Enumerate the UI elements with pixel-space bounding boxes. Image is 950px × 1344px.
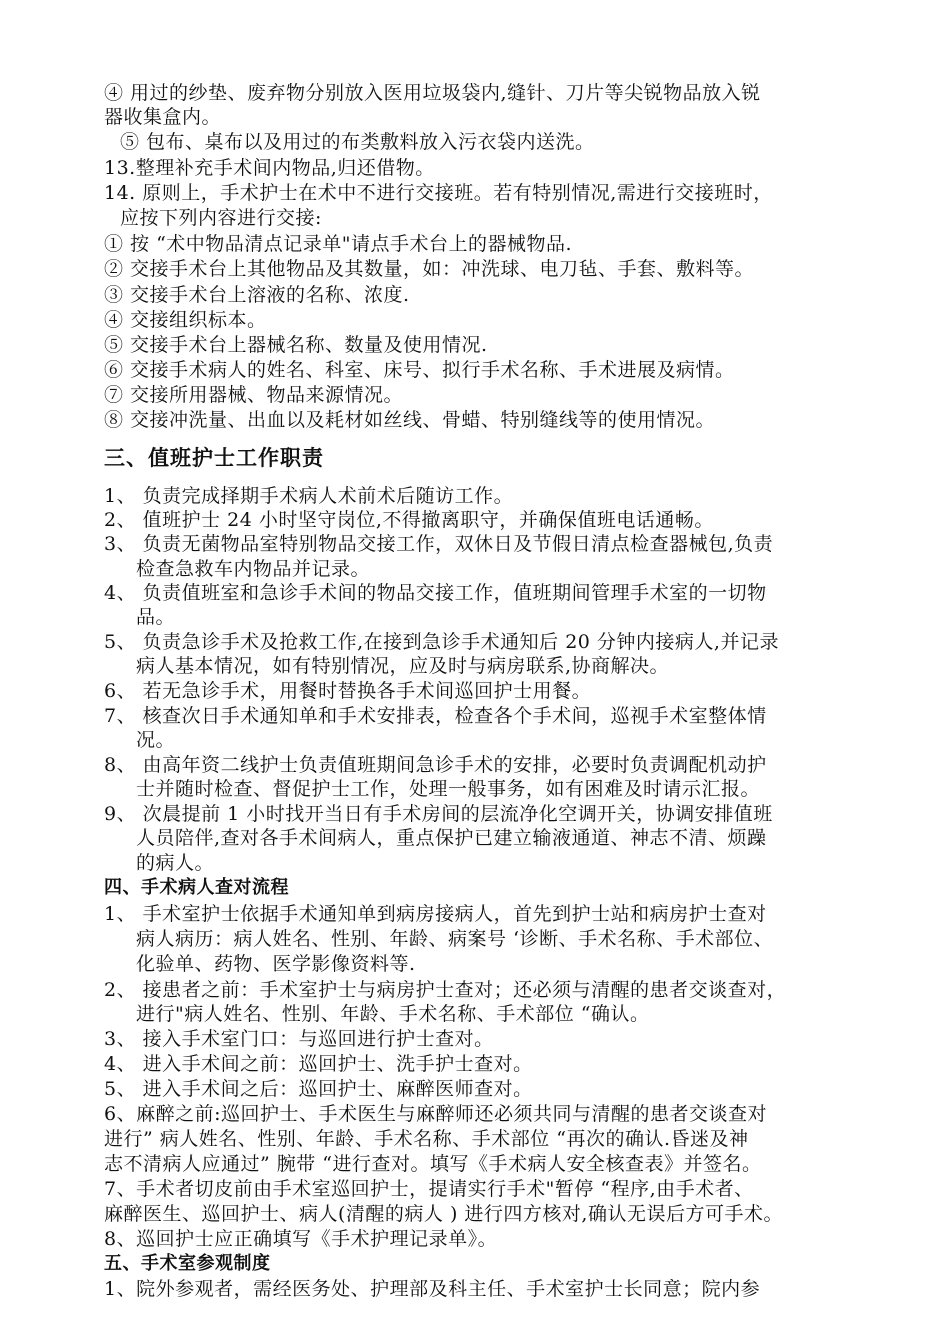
- text-line: 7、 核查次日手术通知单和手术安排表，检查各个手术间，巡视手术室整体情: [104, 705, 767, 727]
- text-line: ③ 交接手术台上溶液的名称、浓度.: [104, 284, 410, 306]
- section-heading: 三、值班护士工作职责: [104, 446, 324, 470]
- text-line: 9、 次晨提前 1 小时找开当日有手术房间的层流净化空调开关，协调安排值班: [104, 803, 773, 825]
- text-line: 病人病历：病人姓名、性别、年龄、病案号 ‘诊断、手术名称、手术部位、: [136, 928, 774, 950]
- text-line: 4、 进入手术间之前：巡回护士、洗手护士查对。: [104, 1053, 533, 1075]
- text-line: ④ 交接组织标本。: [104, 309, 267, 331]
- text-line: 2、 值班护士 24 小时坚守岗位,不得撤离职守，并确保值班电话通畅。: [104, 509, 714, 531]
- text-line: ④ 用过的纱垫、废弃物分别放入医用垃圾袋内,缝针、刀片等尖锐物品放入锐: [104, 82, 761, 104]
- text-line: 8、 由高年资二线护士负责值班期间急诊手术的安排，必要时负责调配机动护: [104, 754, 767, 776]
- text-line: 6、 若无急诊手术，用餐时替换各手术间巡回护士用餐。: [104, 680, 592, 702]
- text-line: ⑤ 交接手术台上器械名称、数量及使用情况.: [104, 334, 488, 356]
- text-line: ⑧ 交接冲洗量、出血以及耗材如丝线、骨蜡、特别缝线等的使用情况。: [104, 409, 716, 431]
- text-line: 13.整理补充手术间内物品,归还借物。: [104, 157, 435, 179]
- text-line: 进行” 病人姓名、性别、年龄、手术名称、手术部位 “再次的确认.昏迷及神: [104, 1128, 749, 1150]
- text-line: ② 交接手术台上其他物品及其数量，如：冲洗球、电刀毡、手套、敷料等。: [104, 258, 755, 280]
- text-line: 6、麻醉之前:巡回护士、手术医生与麻醉师还必须共同与清醒的患者交谈查对: [104, 1103, 767, 1125]
- text-line: 人员陪伴,查对各手术间病人，重点保护已建立输液通道、神志不清、烦躁: [136, 827, 767, 849]
- text-line: 的病人。: [136, 852, 215, 874]
- text-line: 3、 接入手术室门口：与巡回进行护士查对。: [104, 1028, 494, 1050]
- text-line: 应按下列内容进行交接:: [120, 207, 322, 229]
- text-line: 1、院外参观者，需经医务处、护理部及科主任、手术室护士长同意；院内参: [104, 1278, 761, 1300]
- text-line: 4、 负责值班室和急诊手术间的物品交接工作，值班期间管理手术室的一切物: [104, 582, 767, 604]
- text-line: 5、 负责急诊手术及抢救工作,在接到急诊手术通知后 20 分钟内接病人,并记录: [104, 631, 779, 653]
- text-line: 1、 负责完成择期手术病人术前术后随访工作。: [104, 485, 514, 507]
- text-line: 5、 进入手术间之后：巡回护士、麻醉医师查对。: [104, 1078, 533, 1100]
- text-line: ⑤ 包布、桌布以及用过的布类敷料放入污衣袋内送洗。: [120, 131, 595, 153]
- text-line: 士并随时检查、督促护士工作，处理一般事务，如有困难及时请示汇报。: [136, 778, 761, 800]
- text-line: 2、 接患者之前：手术室护士与病房护士查对；还必须与清醒的患者交谈查对，: [104, 979, 787, 1001]
- text-line: 1、 手术室护士依据手术通知单到病房接病人，首先到护士站和病房护士查对: [104, 903, 767, 925]
- text-line: 品。: [136, 606, 176, 628]
- section-heading: 五、手术室参观制度: [104, 1253, 271, 1274]
- text-line: 器收集盒内。: [104, 106, 222, 128]
- section-heading: 四、手术病人查对流程: [104, 877, 289, 898]
- text-line: 麻醉医生、巡回护士、病人(清醒的病人 ) 进行四方核对,确认无误后方可手术。: [104, 1203, 783, 1225]
- text-line: 3、 负责无菌物品室特别物品交接工作，双休日及节假日清点检查器械包,负责: [104, 533, 774, 555]
- text-line: 14. 原则上，手术护士在术中不进行交接班。若有特别情况,需进行交接班时，: [104, 182, 773, 204]
- text-line: 7、手术者切皮前由手术室巡回护士，提请实行手术"暂停 “程序,由手术者、: [104, 1178, 754, 1200]
- text-line: 进行"病人姓名、性别、年龄、手术名称、手术部位 “确认。: [136, 1003, 650, 1025]
- text-line: 志不清病人应通过” 腕带 “进行查对。填写《手术病人安全核查表》并签名。: [104, 1153, 762, 1175]
- text-line: 8、巡回护士应正确填写《手术护理记录单》。: [104, 1228, 498, 1250]
- text-line: ⑦ 交接所用器械、物品来源情况。: [104, 384, 404, 406]
- text-line: 化验单、药物、医学影像资料等.: [136, 953, 416, 975]
- text-line: 况。: [136, 729, 176, 751]
- text-line: ① 按 “术中物品清点记录单"请点手术台上的器械物品.: [104, 233, 573, 255]
- text-line: 检查急救车内物品并记录。: [136, 558, 371, 580]
- text-line: ⑥ 交接手术病人的姓名、科室、床号、拟行手术名称、手术进展及病情。: [104, 359, 735, 381]
- text-line: 病人基本情况，如有特别情况，应及时与病房联系,协商解决。: [136, 655, 670, 677]
